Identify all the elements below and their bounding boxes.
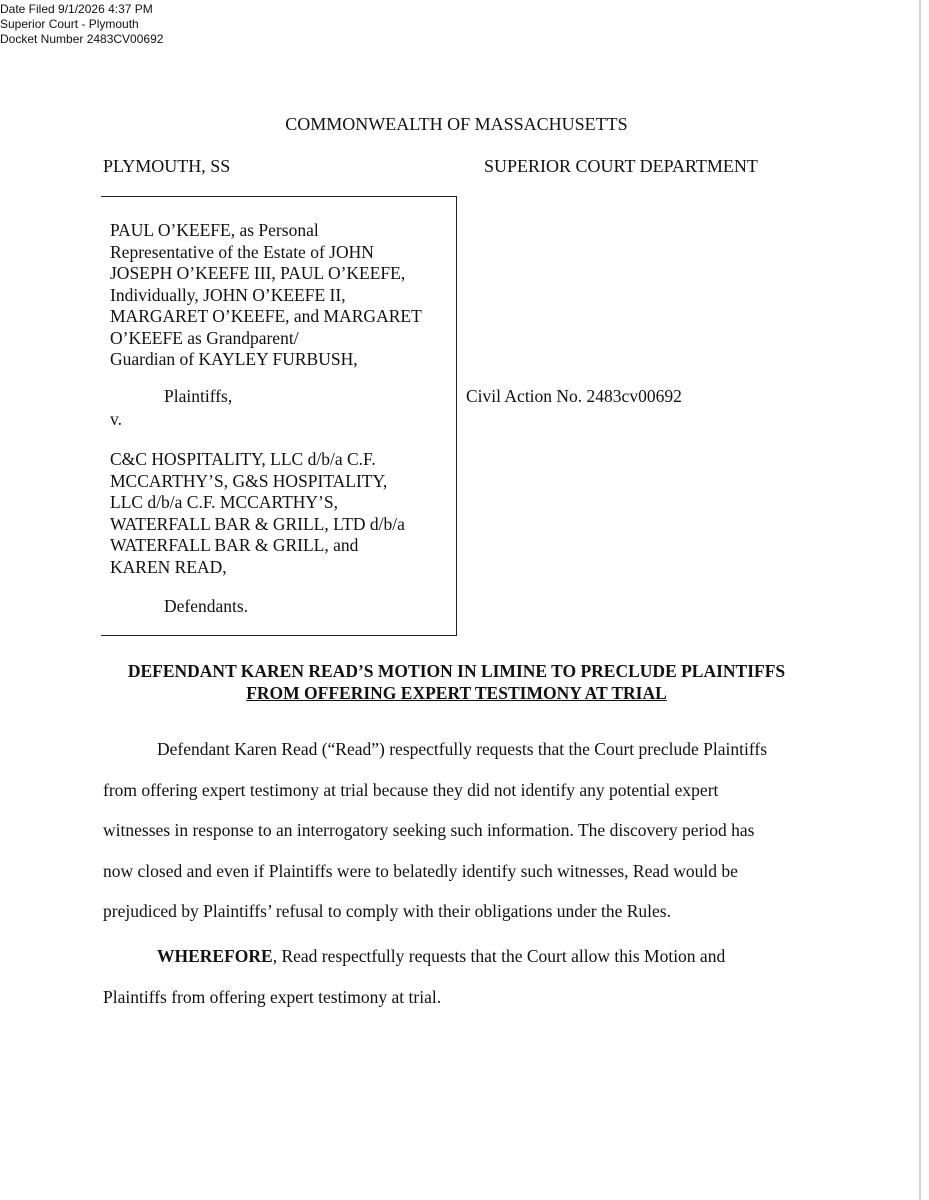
paragraph-line: witnesses in response to an interrogatory seeking such information. The discovery period has bbox=[103, 820, 755, 840]
filing-stamp bbox=[0, 2, 163, 47]
motion-title-line: FROM OFFERING EXPERT TESTIMONY AT TRIAL bbox=[246, 683, 667, 703]
plaintiffs-label: Plaintiffs, bbox=[164, 386, 233, 406]
defendant-line: WATERFALL BAR & GRILL, and bbox=[110, 535, 359, 555]
defendant-line: LLC d/b/a C.F. MCCARTHY’S, bbox=[110, 492, 338, 512]
paragraph-line: Defendant Karen Read (“Read”) respectfully requests that the Court preclude Plaintiffs bbox=[157, 739, 768, 759]
department-label: SUPERIOR COURT DEPARTMENT bbox=[484, 156, 758, 176]
civil-action-number: Civil Action No. 2483cv00692 bbox=[466, 386, 682, 406]
plaintiff-line: Representative of the Estate of JOHN bbox=[110, 241, 374, 262]
defendant-line: C&C HOSPITALITY, LLC d/b/a C.F. bbox=[110, 449, 376, 469]
filing-docket: Docket Number 2483CV00692 bbox=[0, 32, 164, 46]
plaintiff-line: Guardian of KAYLEY FURBUSH, bbox=[110, 349, 358, 369]
filing-date: Date Filed 9/1/2026 4:37 PM bbox=[0, 2, 153, 16]
plaintiff-parties bbox=[110, 220, 455, 371]
plaintiff-line: O’KEEFE as Grandparent/ bbox=[110, 327, 299, 348]
page-edge-divider bbox=[919, 0, 921, 1200]
paragraph-line: Plaintiffs from offering expert testimony at trial. bbox=[103, 986, 442, 1007]
plaintiff-line: PAUL O’KEEFE, as Personal bbox=[110, 220, 319, 240]
paragraph-line: prejudiced by Plaintiffs’ refusal to comply with their obligations under the Rules. bbox=[103, 901, 671, 921]
wherefore-paragraph bbox=[103, 936, 803, 1017]
defendant-parties bbox=[110, 449, 455, 578]
defendant-line: MCCARTHY’S, G&S HOSPITALITY, bbox=[110, 470, 388, 491]
motion-title bbox=[0, 660, 913, 704]
paragraph-line: now closed and even if Plaintiffs were to belatedly identify such witnesses, Read would be bbox=[103, 860, 738, 881]
plaintiff-line: Individually, JOHN O’KEEFE II, bbox=[110, 284, 346, 305]
motion-paragraph bbox=[103, 729, 803, 932]
defendants-label: Defendants. bbox=[164, 596, 249, 616]
plaintiff-line: JOSEPH O’KEEFE III, PAUL O’KEEFE, bbox=[110, 263, 406, 283]
commonwealth-heading: COMMONWEALTH OF MASSACHUSETTS bbox=[285, 114, 628, 134]
county-label: PLYMOUTH, SS bbox=[103, 156, 231, 176]
defendant-line: KAREN READ, bbox=[110, 556, 227, 577]
paragraph-line bbox=[103, 936, 803, 977]
versus-label: v. bbox=[110, 409, 122, 429]
plaintiff-line: MARGARET O’KEEFE, and MARGARET bbox=[110, 306, 422, 326]
wherefore-text: , Read respectfully requests that the Court allow this Motion and bbox=[272, 946, 726, 966]
filing-court: Superior Court - Plymouth bbox=[0, 17, 139, 31]
wherefore-label: WHEREFORE bbox=[157, 946, 273, 966]
motion-title-line: DEFENDANT KAREN READ’S MOTION IN LIMINE TO PRECLUDE PLAINTIFFS bbox=[127, 661, 786, 681]
defendant-line: WATERFALL BAR & GRILL, LTD d/b/a bbox=[110, 513, 405, 534]
paragraph-line: from offering expert testimony at trial because they did not identify any potential expert bbox=[103, 779, 719, 800]
